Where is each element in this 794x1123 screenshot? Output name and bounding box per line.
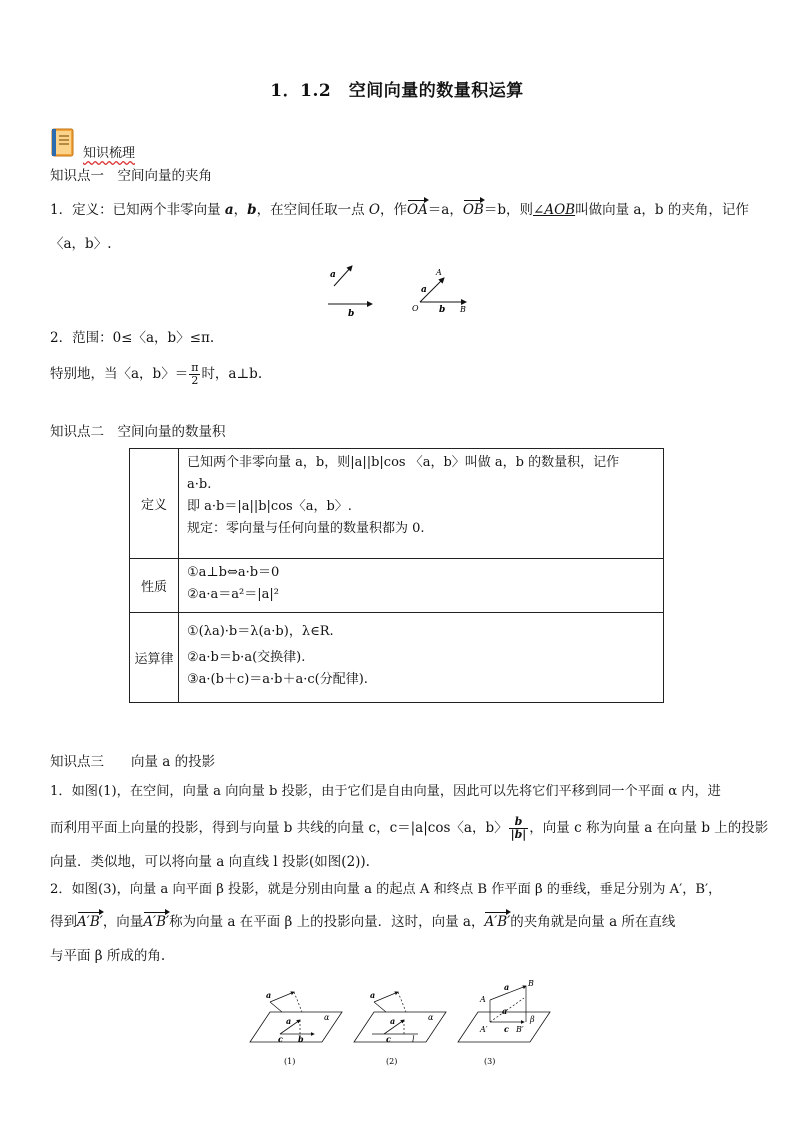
def-suffix: 叫做向量 a，b 的夹角，记作: [575, 202, 749, 218]
special-suffix: 时，a⊥b.: [201, 366, 263, 382]
kp1-heading: 知识点一 空间向量的夹角: [50, 168, 212, 184]
kp3-p1-line1: 1．如图(1)，在空间，向量 a 向向量 b 投影，由于它们是自由向量，因此可以先将它们平移到同一个平面 α 内，进: [50, 784, 721, 799]
property-line: ①a⊥b⇔a·b＝0: [187, 565, 280, 580]
row-body-properties: [179, 559, 664, 613]
vector-OB: OB: [462, 202, 484, 218]
def-prefix: 1．定义：已知两个非零向量: [50, 202, 225, 218]
label-b-placed: b: [439, 305, 446, 315]
kp3-p1-line2: [50, 816, 768, 841]
def-zuo: ，作: [379, 202, 407, 218]
row-body-definition: [179, 449, 664, 559]
frac-num-b: b: [509, 816, 529, 829]
vector-a-free: [334, 266, 352, 286]
kp3-p2-line1: 2．如图(3)，向量 a 向平面 β 投影，就是分别由向量 a 的起点 A 和终点 B 作平面 β 的垂线，垂足分别为 A′，B′，: [50, 882, 722, 897]
fig2-alpha: α: [428, 1013, 434, 1022]
frac-num: π: [191, 361, 199, 374]
fig2-l: l: [412, 1035, 415, 1044]
def-comma: ，: [233, 202, 248, 218]
dot-product-table: [129, 448, 664, 703]
section-label: 知识梳理: [83, 146, 136, 161]
label-a-free: a: [330, 270, 336, 280]
kp1-definition-line1: [50, 200, 749, 220]
def-a: a: [224, 202, 234, 218]
table-row: [130, 449, 664, 559]
projection-figures: [240, 976, 560, 1072]
angle-figure: [320, 262, 480, 318]
label-O: O: [412, 304, 419, 313]
figure-3: [458, 979, 550, 1066]
fig3-a-inner: a: [502, 1006, 508, 1016]
property-line: ②a·a＝a²＝|a|²: [187, 587, 279, 602]
book-icon: [50, 128, 76, 158]
label-B: B: [460, 305, 466, 314]
kp3-p2-line3: 与平面 β 所成的角.: [50, 948, 166, 964]
special-prefix: 特别地，当〈a，b〉＝: [50, 366, 189, 382]
fig3-A: A: [480, 995, 486, 1004]
fig2-c: c: [386, 1034, 391, 1044]
row-body-laws: [179, 613, 664, 703]
p1-line2-suffix: ，向量 c 称为向量 a 在向量 b 上的投影: [529, 820, 769, 836]
p1-line2-prefix: 而利用平面上向量的投影，得到与向量 b 共线的向量 c，c＝|a|cos〈a，b〉: [50, 820, 508, 836]
vector-ApBp-2: A′B′: [143, 914, 170, 930]
fig1-a-top: a: [266, 990, 272, 1000]
fig3-Bp: B′: [516, 1025, 524, 1034]
fig3-B: B: [528, 979, 534, 988]
p2-line2-end: 的夹角就是向量 a 所在直线: [510, 914, 676, 930]
line-fig2: [374, 1002, 386, 1012]
fig1-a: a: [286, 1016, 292, 1026]
frac-den: 2: [191, 374, 199, 387]
fig1-alpha: α: [324, 1013, 330, 1022]
fig2-caption: (2): [386, 1057, 398, 1066]
def-eq-b: ＝b，则: [483, 202, 534, 218]
page-title: 1．1.2 空间向量的数量积运算: [270, 81, 524, 101]
p2-line2-prefix: 得到: [50, 914, 77, 930]
vector-OA: OA: [406, 202, 428, 218]
line-fig1: [270, 1002, 282, 1012]
kp3-heading: 知识点三 向量 a 的投影: [50, 754, 216, 770]
label-a-placed: a: [421, 285, 427, 295]
p2-line2-mid: ，向量: [102, 914, 144, 930]
kp1-special: [50, 362, 262, 387]
vector-a-fig1: [270, 992, 294, 1002]
p2-line2-suffix: 称为向量 a 在平面 β 上的投影向量．这时，向量 a，: [169, 914, 485, 930]
fig1-b: b: [298, 1034, 304, 1044]
dashed-fig2: [398, 992, 406, 1012]
kp3-p1-line3: 向量．类似地，可以将向量 a 向直线 l 投影(如图(2)).: [50, 854, 370, 870]
row-head-laws: 运算律: [130, 613, 179, 703]
def-mid: ，在空间任取一点: [256, 202, 369, 218]
kp3-p2-line2: [50, 912, 675, 932]
fig3-a: a: [504, 982, 510, 992]
fraction-pi-over-2: [189, 362, 200, 387]
frac-den-abs-b: |b|: [510, 828, 527, 841]
law-line: ③a·(b＋c)＝a·b＋a·c(分配律).: [187, 672, 368, 687]
figure-2: [354, 990, 446, 1066]
fig3-caption: (3): [484, 1057, 496, 1066]
table-row: [130, 613, 664, 703]
kp1-range: 2．范围：0≤〈a，b〉≤π.: [50, 330, 215, 346]
vector-a-fig2: [374, 992, 398, 1002]
table-row: [130, 559, 664, 613]
fraction-b-over-abs-b: [509, 816, 529, 841]
fig2-a: a: [390, 1016, 396, 1026]
vector-ApBp: A′B′: [77, 914, 103, 930]
def-b: b: [247, 202, 257, 218]
vector-ApBp-3: A′B′: [484, 914, 511, 930]
fig2-a-top: a: [370, 990, 376, 1000]
def-eq-a: ＝a，: [427, 202, 463, 218]
law-line: ①(λa)·b＝λ(a·b)，λ∈R.: [187, 624, 334, 639]
definition-line: a·b.: [187, 477, 212, 492]
label-A: A: [436, 268, 442, 277]
law-line: ②a·b＝b·a(交换律).: [187, 650, 306, 665]
fig3-Ap: A′: [480, 1025, 488, 1034]
angle-AOB: ∠AOB: [533, 202, 576, 218]
fig3-c: c: [504, 1024, 509, 1034]
row-head-definition: 定义: [130, 449, 179, 559]
definition-line: 即 a·b＝|a||b|cos〈a，b〉.: [187, 499, 352, 514]
fig1-c: c: [278, 1034, 283, 1044]
label-b-free: b: [348, 309, 355, 318]
dashed-fig1: [294, 992, 302, 1012]
definition-line: 已知两个非零向量 a，b，则|a||b|cos 〈a，b〉叫做 a，b 的数量积，记作: [187, 455, 620, 470]
fig1-caption: (1): [284, 1057, 296, 1066]
definition-line: 规定：零向量与任何向量的数量积都为 0.: [187, 521, 425, 536]
def-O: O: [368, 202, 380, 218]
kp2-heading: 知识点二 空间向量的数量积: [50, 424, 226, 440]
kp1-definition-line2: 〈a，b〉.: [50, 236, 112, 252]
figure-1: [250, 990, 342, 1066]
row-head-properties: 性质: [130, 559, 179, 613]
fig3-beta: β: [530, 1015, 535, 1024]
